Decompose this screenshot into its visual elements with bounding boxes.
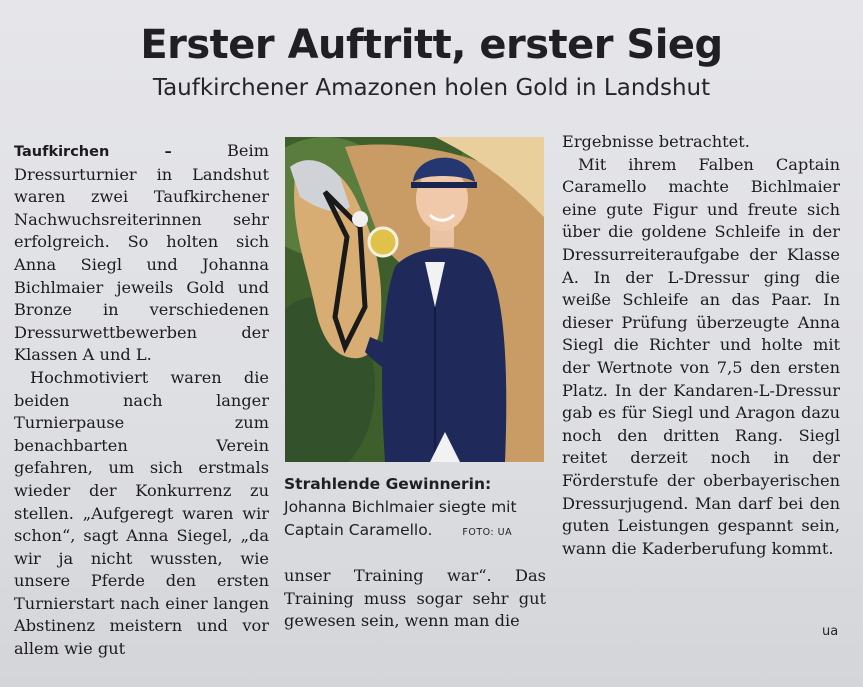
photo-credit: FOTO: UA bbox=[462, 527, 513, 538]
dateline: Taufkirchen – bbox=[14, 144, 172, 160]
author-initials: ua bbox=[822, 624, 839, 639]
photo-rider-with-horse bbox=[285, 137, 544, 462]
paragraph-2: Hochmotiviert waren die beiden nach langer Turnierpause zum benachbarten Verein gefahren, um sich erstmals wieder der Konkurrenz zu stellen. „Aufgeregt waren wir schon“, sagt Anna Siegel, „da wir ja nicht wussten, wie unsere Pferde den ersten Turnierstart nach einer langen Abstinenz meistern und vor allem wie gut bbox=[14, 367, 269, 659]
headline: Erster Auftritt, erster Sieg bbox=[140, 22, 723, 68]
paragraph-4: Ergebnisse betrachtet. bbox=[562, 132, 750, 151]
article-photo bbox=[285, 137, 544, 462]
paragraph-5: Mit ihrem Falben Captain Caramello machte Bichlmaier eine gute Figur und freute sich über die goldene Schleife in der Dressurreiteraufgabe der Klasse A. In der L-Dressur ging die weiße Schleife an das Paar. In dieser Prüfung überzeugte Anna Siegl die Richter und holte mit der Wertnote von 7,5 den ersten Platz. In der Kandaren-L-Dressur gab es für Siegl und Aragon dazu noch den dritten Rang. Siegl reitet derzeit noch in der Förderstufe der oberbayerischen Dressurjugend. Man darf bei den guten Leistungen gespannt sein, wann die Kaderberufung kommt. bbox=[562, 154, 840, 558]
subheadline: Taufkirchener Amazonen holen Gold in Landshut bbox=[152, 75, 711, 101]
column-3 bbox=[562, 131, 840, 560]
paragraph-1-text: Beim Dressurturnier in Landshut waren zwei Taufkirchener Nachwuchsreiterinnen sehr erfolgreich. So holten sich Anna Siegl und Johanna Bichlmaier jeweils Gold und Bronze in verschiedenen Dressurwettbewerben der Klassen A und L. bbox=[14, 141, 269, 365]
paragraph-1 bbox=[14, 140, 269, 367]
caption-lead: Strahlende Gewinnerin: bbox=[284, 475, 492, 493]
column-1 bbox=[14, 140, 269, 661]
column-2 bbox=[284, 565, 546, 633]
caption-text: Johanna Bichlmaier siegte mit Captain Caramello. bbox=[284, 498, 517, 539]
photo-caption bbox=[284, 473, 548, 544]
paragraph-3: unser Training war“. Das Training muss sogar sehr gut gewesen sein, wenn man die bbox=[284, 566, 546, 631]
